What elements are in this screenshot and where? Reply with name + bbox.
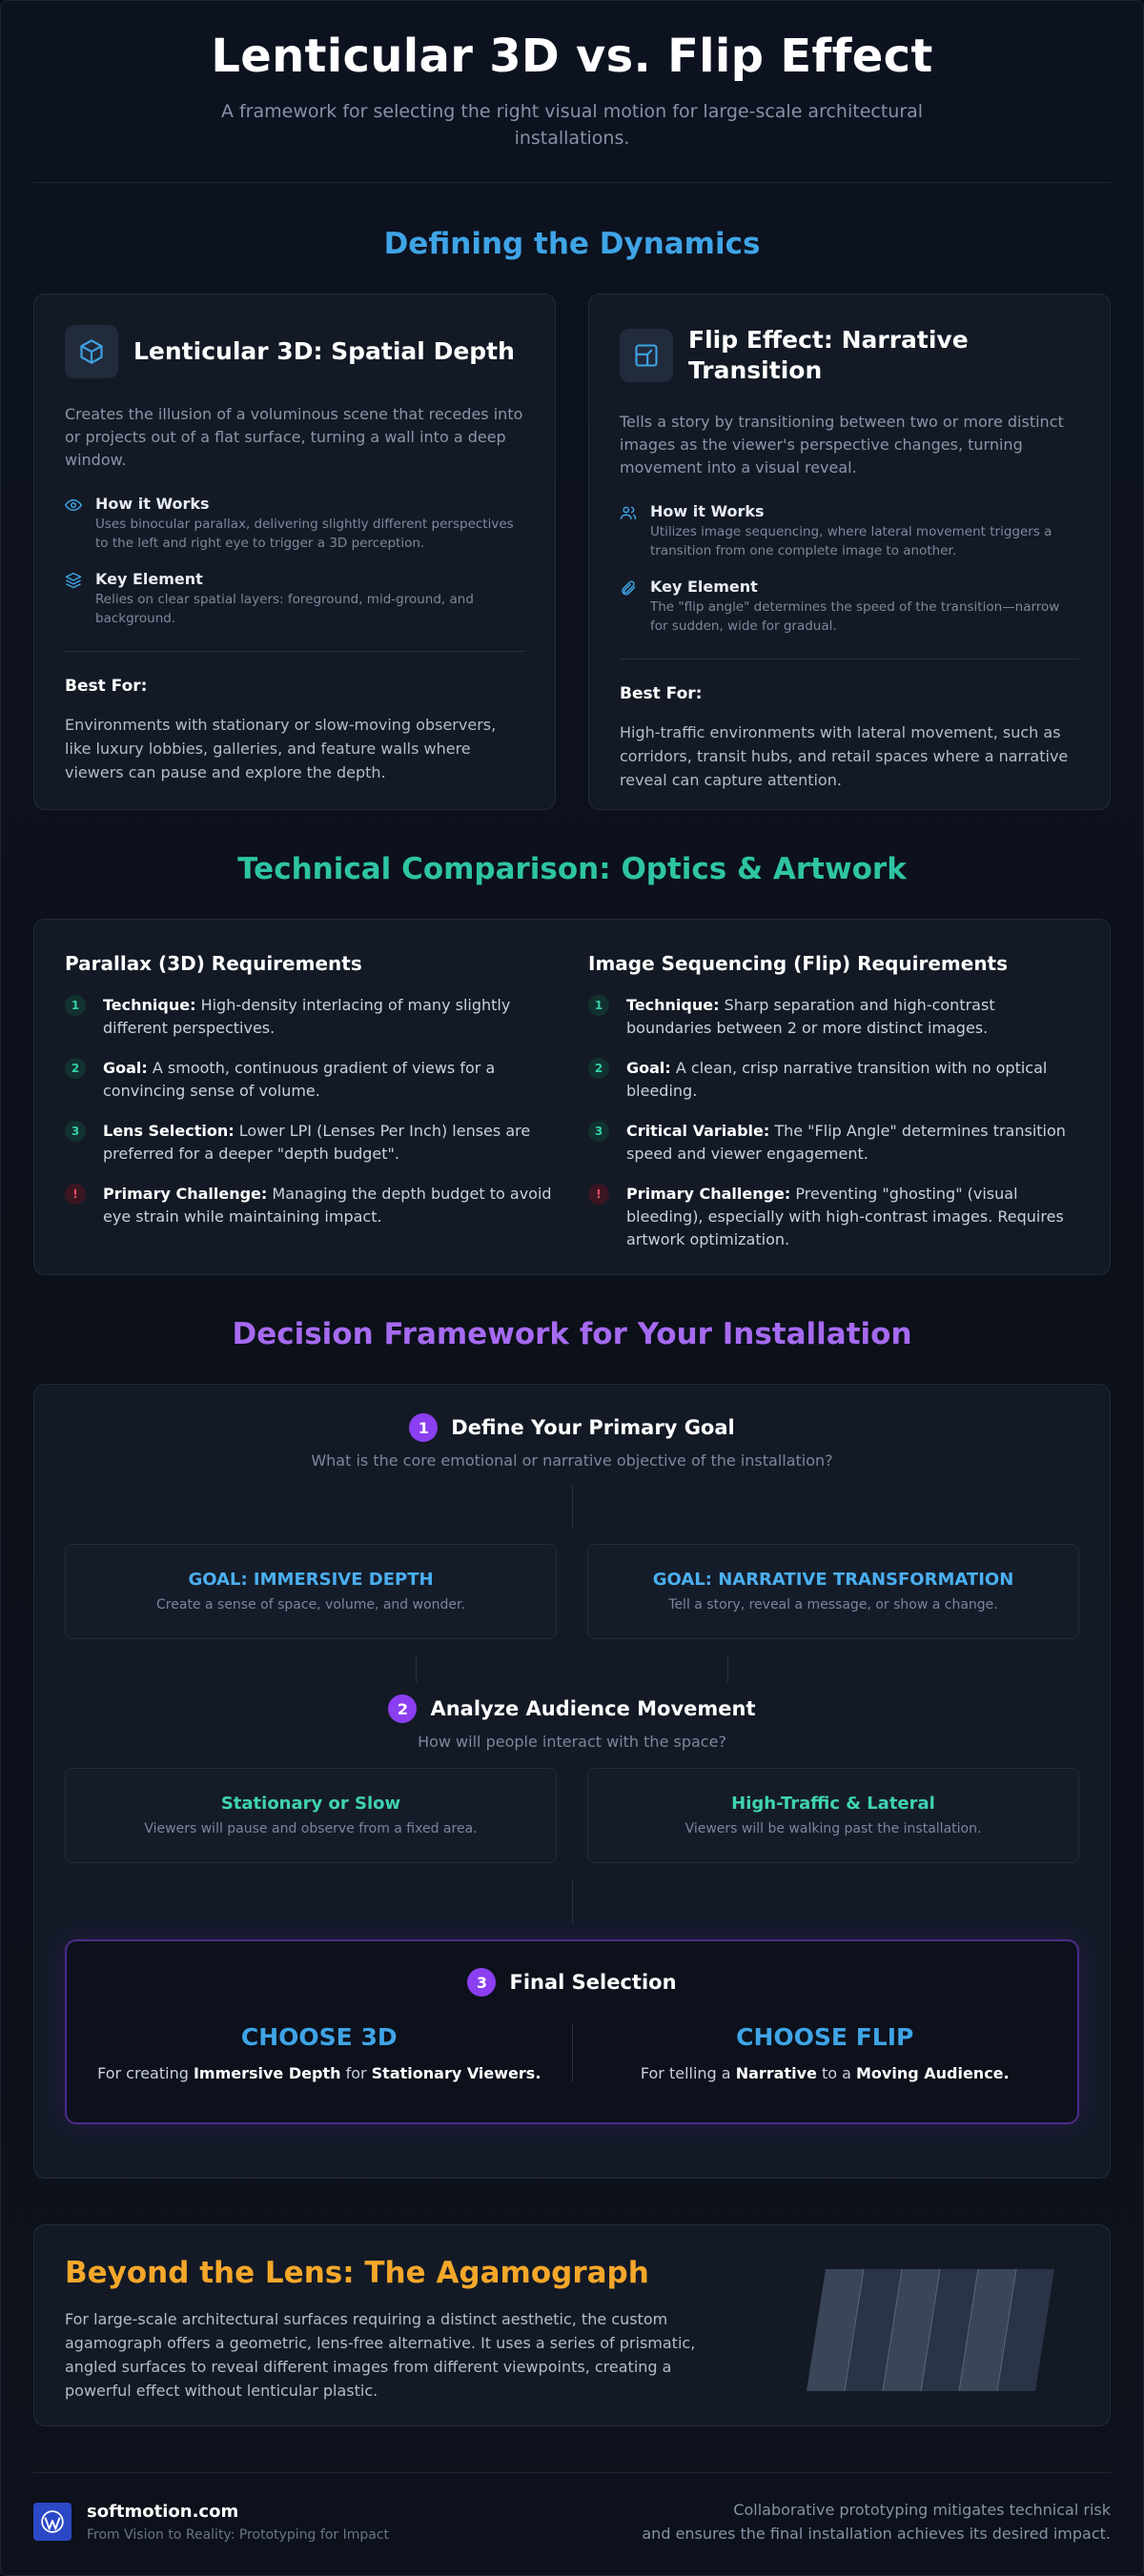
agamograph-text-block bbox=[65, 2256, 732, 2400]
page-title: Lenticular 3D vs. Flip Effect bbox=[211, 30, 933, 83]
movement-slow-text: Viewers will pause and observe from a fixed area. bbox=[144, 1821, 478, 1836]
goal-narrative-text: Tell a story, reveal a message, or show a change. bbox=[668, 1597, 998, 1613]
choose-flip-text: For telling a Narrative to a Moving Audience. bbox=[640, 2064, 1010, 2082]
lenticular-best-text: Environments with stationary or slow-moving observers, like luxury lobbies, galleries, and feature walls where viewers can pause and explore the depth. bbox=[65, 716, 497, 781]
lenticular-how-text: Uses binocular parallax, delivering slightly different perspectives to the left and right eye to trigger a 3D perception. bbox=[95, 517, 514, 551]
lenticular-key-element bbox=[65, 570, 524, 628]
choose-3d-text: For creating Immersive Depth for Stationary Viewers. bbox=[97, 2064, 541, 2082]
sequencing-item-label: Primary Challenge: bbox=[626, 1185, 791, 1203]
hero bbox=[33, 1, 1111, 152]
step-number-badge: 2 bbox=[65, 1058, 86, 1079]
step-2-title: Analyze Audience Movement bbox=[430, 1697, 756, 1720]
technical-card bbox=[33, 919, 1111, 1275]
flip-best-label: Best For: bbox=[620, 684, 703, 703]
lenticular-card-title: Lenticular 3D: Spatial Depth bbox=[133, 337, 515, 365]
step-2-subtitle: How will people interact with the space? bbox=[418, 1733, 726, 1751]
lenticular-best-label: Best For: bbox=[65, 677, 148, 696]
eye-icon bbox=[65, 495, 84, 553]
goal-narrative-title: GOAL: NARRATIVE TRANSFORMATION bbox=[652, 1570, 1014, 1590]
choose-3d bbox=[67, 2023, 572, 2082]
warning-badge: ! bbox=[588, 1184, 609, 1205]
users-icon bbox=[620, 502, 639, 560]
sequencing-item-label: Technique: bbox=[626, 996, 720, 1014]
step-1-subtitle: What is the core emotional or narrative objective of the installation? bbox=[311, 1451, 833, 1470]
step-number-badge: 1 bbox=[588, 995, 609, 1016]
goal-options bbox=[65, 1544, 1079, 1639]
cube-icon bbox=[65, 325, 118, 378]
step-number-badge: 3 bbox=[588, 1121, 609, 1142]
parallax-item bbox=[65, 994, 556, 1040]
warning-badge: ! bbox=[65, 1184, 86, 1205]
goal-depth-text: Create a sense of space, volume, and wonder. bbox=[156, 1597, 465, 1613]
lenticular-intro: Creates the illusion of a voluminous scene that recedes into or projects out of a flat surface, turning a wall into a deep window. bbox=[65, 405, 523, 469]
decision-card bbox=[33, 1384, 1111, 2179]
flip-best-text: High-traffic environments with lateral movement, such as corridors, transit hubs, and retail spaces where a narrative reveal can capture attention. bbox=[620, 723, 1069, 789]
paperclip-icon bbox=[620, 578, 639, 636]
page-subtitle: A framework for selecting the right visual motion for large-scale architectural installations. bbox=[220, 101, 924, 149]
flip-key-label: Key Element bbox=[650, 578, 758, 596]
final-selection-box bbox=[65, 1939, 1079, 2124]
header-divider bbox=[33, 182, 1111, 183]
footer-tagline: From Vision to Reality: Prototyping for Impact bbox=[87, 2526, 390, 2543]
flip-how-it-works bbox=[620, 502, 1079, 560]
branch-connectors bbox=[65, 1654, 1079, 1683]
agamograph-illustration bbox=[732, 2256, 1079, 2395]
flip-card-title: Flip Effect: Narrative Transition bbox=[688, 326, 969, 384]
sequencing-item bbox=[588, 994, 1079, 1040]
technical-section-title: Technical Comparison: Optics & Artwork bbox=[237, 852, 907, 886]
parallax-item bbox=[65, 1183, 556, 1228]
agamograph-title: Beyond the Lens: The Agamograph bbox=[65, 2256, 649, 2290]
lenticular-best-for bbox=[65, 677, 524, 784]
flip-best-for bbox=[620, 684, 1079, 792]
flip-card-header bbox=[620, 325, 1079, 386]
step-number-badge: 3 bbox=[65, 1121, 86, 1142]
step-number-badge: 1 bbox=[409, 1413, 438, 1442]
flip-how-label: How it Works bbox=[650, 502, 765, 520]
movement-options bbox=[65, 1768, 1079, 1863]
movement-traffic-title: High-Traffic & Lateral bbox=[731, 1794, 935, 1814]
layers-icon bbox=[65, 570, 84, 628]
goal-immersive-depth bbox=[65, 1544, 557, 1639]
sequencing-requirements bbox=[588, 952, 1079, 1248]
step-2-heading bbox=[65, 1694, 1079, 1723]
footer-brand-name[interactable]: softmotion.com bbox=[87, 2501, 239, 2522]
parallax-item-label: Technique: bbox=[103, 996, 196, 1014]
movement-high-traffic bbox=[587, 1768, 1079, 1863]
step-1-title: Define Your Primary Goal bbox=[451, 1416, 735, 1439]
agamograph-text: For large-scale architectural surfaces requiring a distinct aesthetic, the custom agamograph offers a geometric, lens-free alternative. It uses a series of prismatic, angled surfaces to reveal different images from different viewpoints, creating a powerful effect without lenticular plastic. bbox=[65, 2310, 696, 2400]
connector-line bbox=[572, 1880, 573, 1924]
sequencing-item-label: Goal: bbox=[626, 1059, 671, 1077]
sequencing-item-text: Sharp separation and high-contrast boundaries between 2 or more distinct images. bbox=[626, 996, 995, 1037]
parallax-item-text: Lower LPI (Lenses Per Inch) lenses are preferred for a deeper "depth budget". bbox=[103, 1122, 531, 1163]
lenticular-card bbox=[33, 294, 556, 810]
parallax-item-text: A smooth, continuous gradient of views for a convincing sense of volume. bbox=[103, 1059, 496, 1100]
sequencing-item bbox=[588, 1057, 1079, 1103]
flip-key-element bbox=[620, 578, 1079, 636]
prism-strips-graphic bbox=[807, 2269, 1073, 2410]
goal-depth-title: GOAL: IMMERSIVE DEPTH bbox=[188, 1570, 434, 1590]
movement-slow-title: Stationary or Slow bbox=[220, 1794, 401, 1814]
lenticular-card-header bbox=[65, 325, 524, 378]
lenticular-key-label: Key Element bbox=[95, 570, 203, 588]
final-choices bbox=[67, 2023, 1077, 2082]
step-number-badge: 1 bbox=[65, 995, 86, 1016]
parallax-item-text: Managing the depth budget to avoid eye strain while maintaining impact. bbox=[103, 1185, 552, 1226]
lenticular-how-it-works bbox=[65, 495, 524, 553]
step-3-title: Final Selection bbox=[509, 1971, 677, 1994]
wordpress-icon[interactable] bbox=[33, 2503, 72, 2541]
sequencing-title: Image Sequencing (Flip) Requirements bbox=[588, 952, 1009, 975]
parallax-item-text: High-density interlacing of many slightly different perspectives. bbox=[103, 996, 511, 1037]
flip-intro: Tells a story by transitioning between two or more distinct images as the viewer's perspective changes, turning movement into a visual reveal. bbox=[620, 413, 1064, 477]
flip-key-text: The "flip angle" determines the speed of the transition—narrow for sudden, wide for gradual. bbox=[650, 599, 1060, 634]
step-number-badge: 3 bbox=[467, 1968, 496, 1997]
parallax-requirements bbox=[65, 952, 556, 1242]
step-number-badge: 2 bbox=[388, 1694, 417, 1723]
parallax-item-label: Goal: bbox=[103, 1059, 148, 1077]
step-number-badge: 2 bbox=[588, 1058, 609, 1079]
parallax-item-label: Primary Challenge: bbox=[103, 1185, 268, 1203]
connector-line bbox=[416, 1654, 417, 1683]
sequencing-item-label: Critical Variable: bbox=[626, 1122, 770, 1140]
footer-note-line2: and ensures the final installation achieves its desired impact. bbox=[642, 2525, 1111, 2543]
flip-card bbox=[588, 294, 1111, 810]
flip-how-text: Utilizes image sequencing, where lateral movement triggers a transition from one complete image to another. bbox=[650, 524, 1052, 558]
connector-line bbox=[727, 1654, 728, 1683]
parallax-item-label: Lens Selection: bbox=[103, 1122, 235, 1140]
lenticular-key-text: Relies on clear spatial layers: foreground, mid-ground, and background. bbox=[95, 592, 474, 626]
movement-stationary bbox=[65, 1768, 557, 1863]
lenticular-how-label: How it Works bbox=[95, 495, 210, 513]
dynamics-section-title: Defining the Dynamics bbox=[383, 227, 761, 261]
footer bbox=[33, 2472, 1111, 2546]
dynamics-cards bbox=[33, 294, 1111, 810]
frame-icon bbox=[620, 329, 673, 382]
sequencing-item-text: A clean, crisp narrative transition with no optical bleeding. bbox=[626, 1059, 1048, 1100]
choose-flip bbox=[573, 2023, 1078, 2082]
footer-brand bbox=[33, 2498, 389, 2546]
sequencing-item-text: The "Flip Angle" determines transition speed and viewer engagement. bbox=[626, 1122, 1066, 1163]
parallax-item bbox=[65, 1057, 556, 1103]
choose-flip-title: CHOOSE FLIP bbox=[736, 2023, 914, 2051]
footer-note-line1: Collaborative prototyping mitigates technical risk bbox=[733, 2501, 1111, 2519]
movement-traffic-text: Viewers will be walking past the installation. bbox=[684, 1821, 982, 1836]
step-1-heading bbox=[65, 1413, 1079, 1442]
sequencing-item bbox=[588, 1120, 1079, 1166]
step-3-heading bbox=[67, 1968, 1077, 1997]
goal-narrative-transformation bbox=[587, 1544, 1079, 1639]
parallax-title: Parallax (3D) Requirements bbox=[65, 952, 362, 975]
connector-line bbox=[572, 1485, 573, 1529]
agamograph-card bbox=[33, 2224, 1111, 2426]
lenticular-divider bbox=[65, 651, 524, 652]
parallax-item bbox=[65, 1120, 556, 1166]
choose-3d-title: CHOOSE 3D bbox=[240, 2023, 398, 2051]
decision-section-title: Decision Framework for Your Installation bbox=[232, 1317, 912, 1351]
sequencing-item-text: Preventing "ghosting" (visual bleeding), especially with high-contrast images. Requires artwork optimization. bbox=[626, 1185, 1064, 1248]
footer-note bbox=[642, 2498, 1111, 2546]
sequencing-item bbox=[588, 1183, 1079, 1251]
